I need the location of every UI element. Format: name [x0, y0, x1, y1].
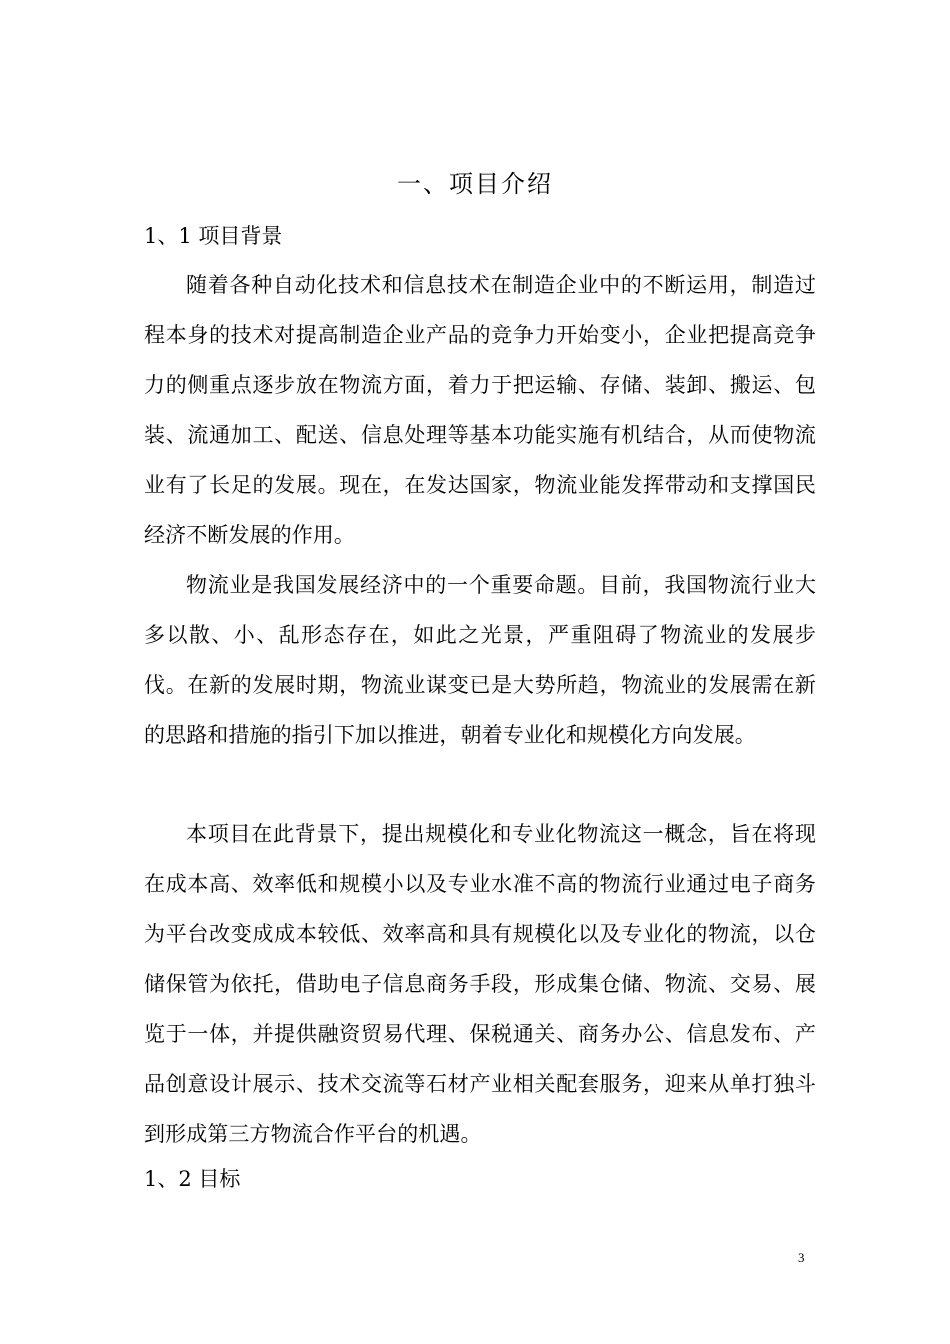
- section-heading-goals: 1、2 目标: [144, 1167, 241, 1191]
- paragraph-background-3: 本项目在此背景下，提出规模化和专业化物流这一概念，旨在将现在成本高、效率低和规模小以及专业水准不高的物流行业通过电子商务为平台改变成成本较低、效率高和具有规模化以及专业化的物流，以仓储保管为依托，借助电子信息商务手段，形成集仓储、物流、交易、展览于一体，并提供融资贸易代理、保税通关、商务办公、信息发布、产品创意设计展示、技术交流等石材产业相关配套服务，迎来从单打独斗到形成第三方物流合作平台的机遇。: [144, 822, 816, 1146]
- page-number: 3: [798, 1250, 805, 1265]
- page-title: 一、项目介绍: [397, 170, 553, 198]
- paragraph-background-1: 随着各种自动化技术和信息技术在制造企业中的不断运用，制造过程本身的技术对提高制造企业产品的竞争力开始变小，企业把提高竞争力的侧重点逐步放在物流方面，着力于把运输、存储、装卸、搬运、包装、流通加工、配送、信息处理等基本功能实施有机结合，从而使物流业有了长足的发展。现在，在发达国家，物流业能发挥带动和支撑国民经济不断发展的作用。: [144, 273, 816, 547]
- section-heading-background: 1、1 项目背景: [144, 224, 283, 248]
- paragraph-background-2: 物流业是我国发展经济中的一个重要命题。目前，我国物流行业大多以散、小、乱形态存在，如此之光景，严重阻碍了物流业的发展步伐。在新的发展时期，物流业谋变已是大势所趋，物流业的发展需在新的思路和措施的指引下加以推进，朝着专业化和规模化方向发展。: [144, 573, 816, 747]
